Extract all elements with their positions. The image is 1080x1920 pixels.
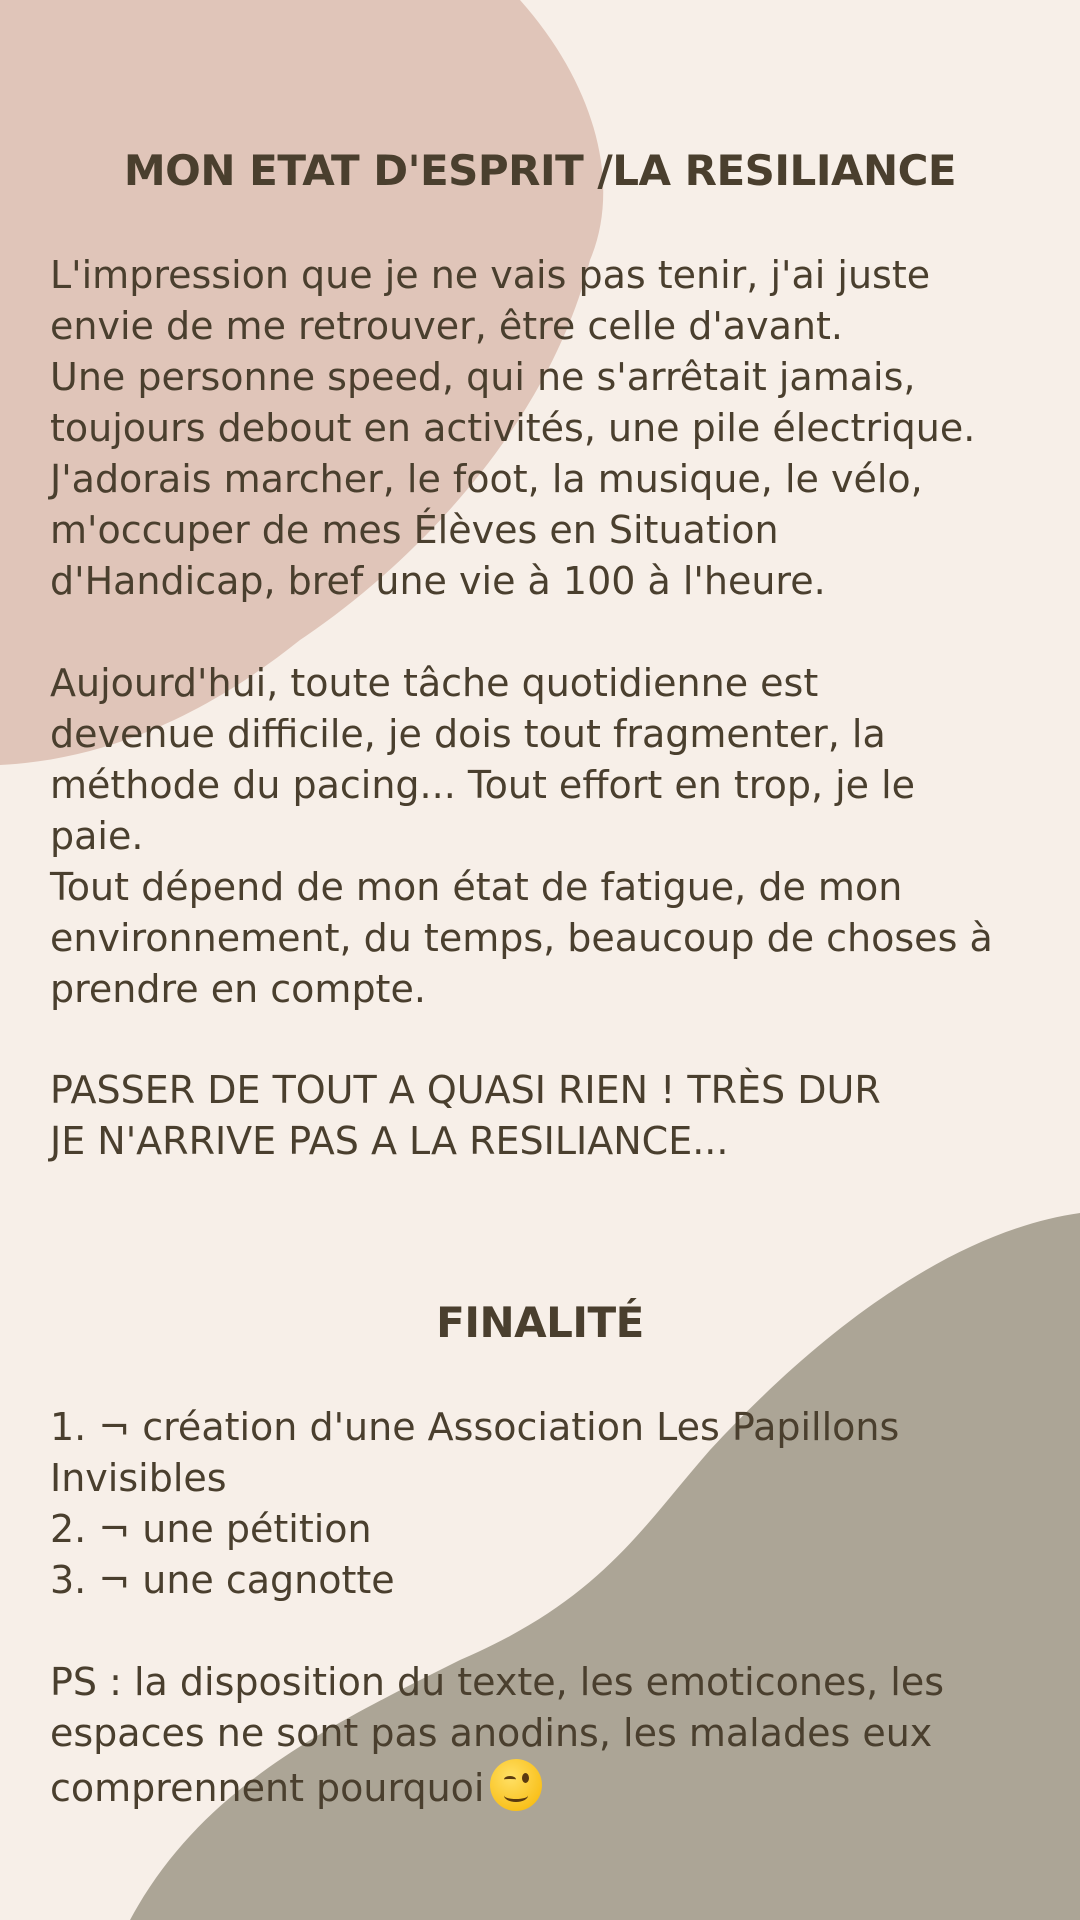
text-line: L'impression que je ne vais pas tenir, j'ai juste <box>50 253 931 297</box>
section-title-finality: FINALITÉ <box>436 1298 644 1347</box>
list-item: 2. ¬ une pétition <box>50 1507 372 1551</box>
text-line <box>50 1759 1050 1814</box>
text-line: Aujourd'hui, toute tâche quotidienne est <box>50 661 819 705</box>
list-item: Invisibles <box>50 1456 227 1500</box>
winking-face-icon <box>490 1759 542 1811</box>
text-line: J'adorais marcher, le foot, la musique, le vélo, <box>50 457 923 501</box>
text-line: m'occuper de mes Élèves en Situation <box>50 508 779 552</box>
ps-last-line-text: comprennent pourquoi <box>50 1766 485 1810</box>
text-line: devenue difficile, je dois tout fragmenter, la <box>50 712 886 756</box>
text-line: d'Handicap, bref une vie à 100 à l'heure. <box>50 559 826 603</box>
section-title-state-of-mind: MON ETAT D'ESPRIT /LA RESILIANCE <box>123 146 957 195</box>
paragraph-before <box>50 250 1050 607</box>
text-line: Tout dépend de mon état de fatigue, de mon <box>50 865 903 909</box>
text-line: environnement, du temps, beaucoup de choses à <box>50 916 993 960</box>
text-line: toujours debout en activités, une pile électrique. <box>50 406 976 450</box>
text-line: paie. <box>50 814 144 858</box>
list-item: 1. ¬ création d'une Association Les Papillons <box>50 1405 900 1449</box>
list-item: 3. ¬ une cagnotte <box>50 1558 395 1602</box>
text-line: méthode du pacing... Tout effort en trop, je le <box>50 763 916 807</box>
text-line: PASSER DE TOUT A QUASI RIEN ! TRÈS DUR <box>50 1068 881 1112</box>
text-line: prendre en compte. <box>50 967 426 1011</box>
paragraph-resilience <box>50 1065 1050 1167</box>
finality-list <box>50 1402 1050 1606</box>
text-line: espaces ne sont pas anodins, les malades eux <box>50 1711 933 1755</box>
text-line: envie de me retrouver, être celle d'avant. <box>50 304 843 348</box>
paragraph-today <box>50 658 1050 1015</box>
text-line: Une personne speed, qui ne s'arrêtait jamais, <box>50 355 916 399</box>
text-line: JE N'ARRIVE PAS A LA RESILIANCE... <box>50 1119 729 1163</box>
ps-note <box>50 1657 1050 1814</box>
text-line: PS : la disposition du texte, les emoticones, les <box>50 1660 945 1704</box>
